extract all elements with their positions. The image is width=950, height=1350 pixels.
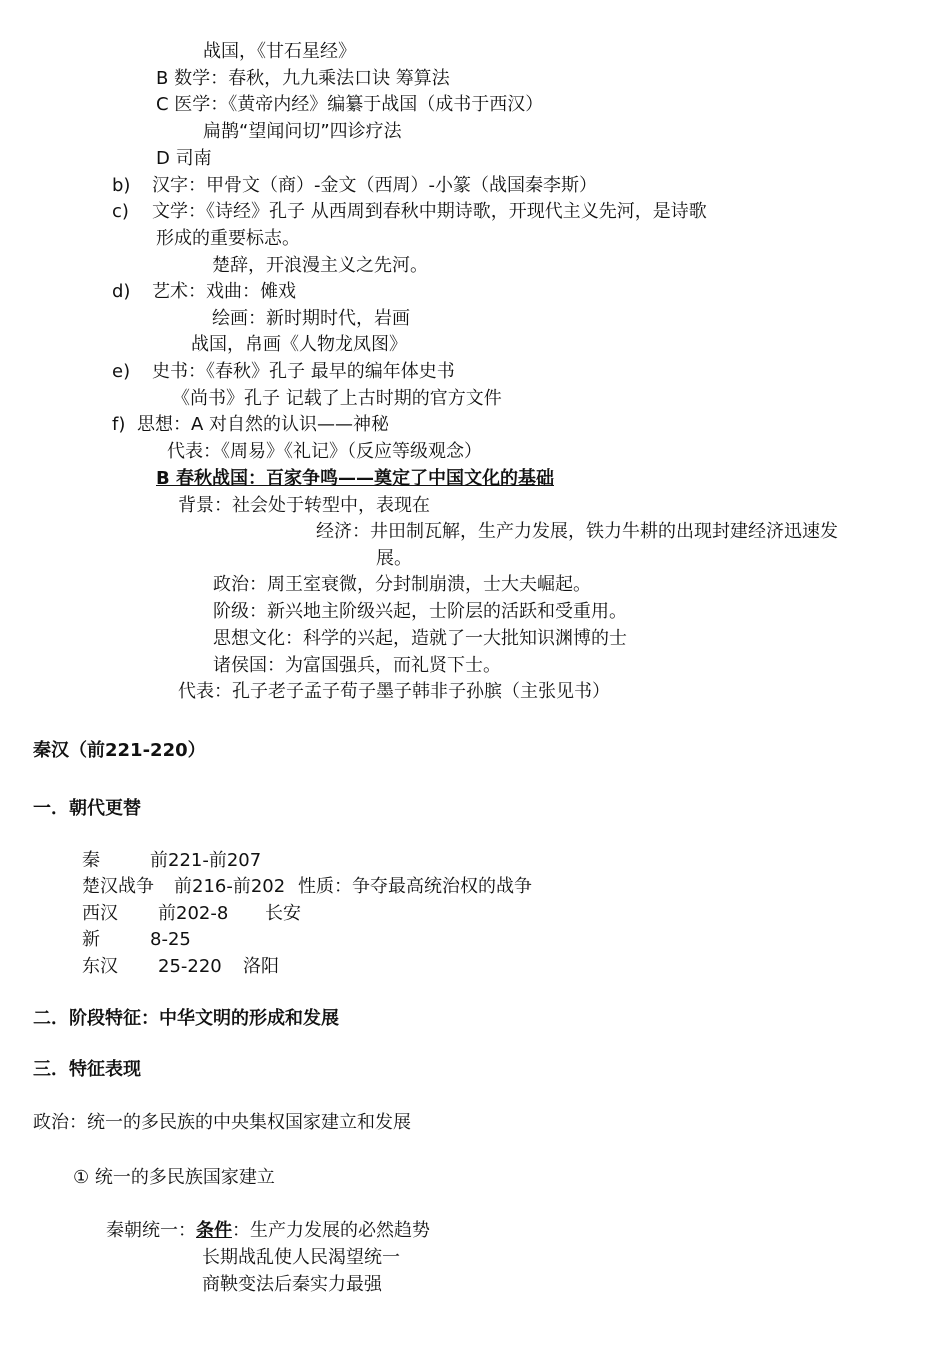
text-line: 政治：周王室衰微，分封制崩溃，士大夫崛起。 xyxy=(213,574,591,595)
text-line: 文学：《诗经》孔子 从西周到春秋中期诗歌，开现代主义先河，是诗歌 xyxy=(152,201,707,222)
condition-text: ：生产力发展的必然趋势 xyxy=(232,1220,430,1241)
text-line: 背景：社会处于转型中，表现在 xyxy=(178,495,430,516)
text-line: B 数学：春秋，九九乘法口诀 筹算法 xyxy=(156,68,450,89)
text-line: 诸侯国：为富国强兵，而礼贤下士。 xyxy=(213,655,501,676)
text-line: 经济：井田制瓦解，生产力发展，铁力牛耕的出现封建经济迅速发 xyxy=(316,521,838,542)
dynasty-capital: 洛阳 xyxy=(243,956,279,977)
text-line: 《尚书》孔子 记载了上古时期的官方文件 xyxy=(172,388,502,409)
text-line: 代表：《周易》《礼记》（反应等级观念） xyxy=(167,441,482,462)
list-marker: c) xyxy=(112,201,129,222)
dynasty-name: 秦 xyxy=(82,850,100,871)
text-line: 艺术：戏曲：傩戏 xyxy=(152,281,296,302)
label xyxy=(106,1219,430,1243)
list-marker: b) xyxy=(112,175,131,196)
dynasty-years: 前216-前202 xyxy=(174,876,286,897)
text-line: 战国，《甘石星经》 xyxy=(203,41,356,62)
text-line: 绘画：新时期时代，岩画 xyxy=(212,308,410,329)
dynasty-years: 25-220 xyxy=(158,956,222,977)
subheading: B 春秋战国：百家争鸣——奠定了中国文化的基础 xyxy=(156,468,554,489)
text-line: 商鞅变法后秦实力最强 xyxy=(202,1274,382,1295)
heading-dynasty-change: 一．朝代更替 xyxy=(33,798,141,819)
text-line: 思想文化：科学的兴起，造就了一大批知识渊博的士 xyxy=(213,628,627,649)
heading-stage-feature: 二．阶段特征：中华文明的形成和发展 xyxy=(33,1008,339,1029)
dynasty-note: 性质：争夺最高统治权的战争 xyxy=(298,876,532,897)
text-line: ① 统一的多民族国家建立 xyxy=(73,1167,275,1188)
dynasty-years: 前221-前207 xyxy=(150,850,262,871)
text-line: 汉字：甲骨文（商）-金文（西周）-小篆（战国秦李斯） xyxy=(152,175,597,196)
text-line: 战国，帛画《人物龙凤图》 xyxy=(191,334,407,355)
dynasty-capital: 长安 xyxy=(265,903,301,924)
text-line: 思想：A 对自然的认识——神秘 xyxy=(137,414,390,435)
dynasty-name: 东汉 xyxy=(82,956,118,977)
list-marker: f) xyxy=(112,414,126,435)
text-line: 长期战乱使人民渴望统一 xyxy=(202,1247,400,1268)
text-line: 楚辞，开浪漫主义之先河。 xyxy=(212,255,428,276)
text-line: C 医学：《黄帝内经》编纂于战国（成书于西汉） xyxy=(156,94,544,115)
text-line: 政治：统一的多民族的中央集权国家建立和发展 xyxy=(33,1112,411,1133)
text-line: 阶级：新兴地主阶级兴起，士阶层的活跃和受重用。 xyxy=(213,601,627,622)
list-marker: d) xyxy=(112,281,131,302)
dynasty-years: 8-25 xyxy=(150,929,191,950)
text-line: 展。 xyxy=(376,548,412,569)
text-line: 形成的重要标志。 xyxy=(156,228,300,249)
text-line: 史书：《春秋》孔子 最早的编年体史书 xyxy=(152,361,455,382)
dynasty-years: 前202-8 xyxy=(158,903,229,924)
text-line: 扁鹊“望闻问切”四诊疗法 xyxy=(203,121,402,142)
dynasty-name: 新 xyxy=(82,929,100,950)
text-line: 代表：孔子老子孟子荀子墨子韩非子孙膑（主张见书） xyxy=(178,681,610,702)
section-title: 秦汉（前221-220） xyxy=(33,740,206,761)
heading-feature-expression: 三．特征表现 xyxy=(33,1059,141,1080)
text-line: D 司南 xyxy=(156,148,212,169)
list-marker: e) xyxy=(112,361,131,382)
qin-unify-label: 秦朝统一： xyxy=(106,1220,196,1241)
dynasty-name: 楚汉战争 xyxy=(82,876,154,897)
dynasty-name: 西汉 xyxy=(82,903,118,924)
condition-keyword: 条件 xyxy=(196,1220,232,1241)
